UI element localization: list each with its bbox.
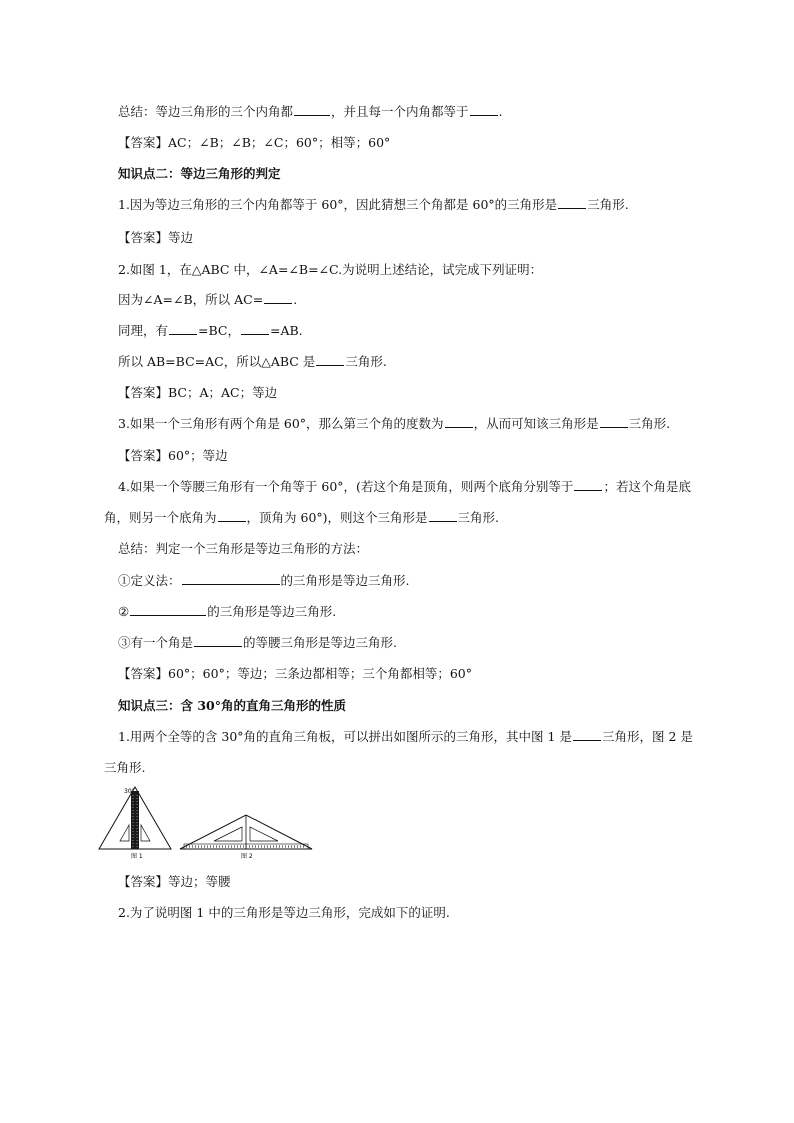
answer-6: 【答案】等边；等腰 — [118, 874, 231, 889]
question-1: 1.因为等边三角形的三个内角都等于 60°，因此猜想三个角都是 60°的三角形是 三角形. — [118, 197, 629, 212]
section-3-title: 知识点三：含 30°角的直角三角形的性质 — [118, 698, 346, 713]
answer-2: 【答案】等边 — [118, 230, 194, 245]
angle-label: 30° — [124, 788, 135, 795]
method-3: ③有一个角是 的等腰三角形是等边三角形. — [118, 635, 397, 650]
question-2-step-3: 所以 AB=BC=AC，所以△ABC 是 三角形. — [118, 354, 387, 369]
question-4-line-1: 4.如果一个等腰三角形有一个角等于 60°，(若这个角是顶角，则两个底角分别等于 ；若这个角是底 — [118, 479, 691, 494]
question-2-step-1: 因为∠A=∠B，所以 AC= . — [118, 292, 298, 307]
question-2-step-2: 同理，有 =BC， =AB. — [118, 323, 303, 338]
answer-3: 【答案】BC；A；AC；等边 — [118, 385, 278, 400]
figure-svg — [96, 785, 318, 863]
question-6: 2.为了说明图 1 中的三角形是等边三角形，完成如下的证明. — [118, 905, 450, 920]
figure-2-isosceles — [180, 815, 312, 860]
method-2: ② 的三角形是等边三角形. — [118, 604, 337, 619]
figure-1-equilateral — [99, 787, 171, 860]
method-1: ①定义法： 的三角形是等边三角形. — [118, 573, 410, 588]
answer-1: 【答案】AC；∠B；∠B；∠C；60°；相等；60° — [118, 135, 391, 150]
question-5-line-2: 三角形. — [104, 760, 146, 775]
question-3: 3.如果一个三角形有两个角是 60°，那么第三个角的度数为 ，从而可知该三角形是 三角形. — [118, 416, 671, 431]
summary-2-title: 总结：判定一个三角形是等边三角形的方法： — [118, 541, 369, 556]
question-4-line-2: 角，则另一个底角为 ，顶角为 60°)，则这个三角形是 三角形. — [104, 510, 500, 525]
question-5-line-1: 1.用两个全等的含 30°角的直角三角板，可以拼出如图所示的三角形，其中图 1 是 三角形，图 2 是 — [118, 729, 693, 744]
summary-line: 总结：等边三角形的三个内角都 ，并且每一个内角都等于 . — [118, 104, 503, 119]
question-2-intro: 2.如图 1，在△ABC 中，∠A=∠B=∠C.为说明上述结论，试完成下列证明： — [118, 262, 543, 277]
section-2-title: 知识点二：等边三角形的判定 — [118, 166, 281, 181]
answer-4: 【答案】60°；等边 — [118, 448, 228, 463]
answer-5: 【答案】60°；60°；等边；三条边都相等；三个角都相等；60° — [118, 666, 472, 681]
figure-2-caption: 图 2 — [241, 853, 253, 860]
ruler-edge — [131, 791, 139, 849]
figure-1-caption: 图 1 — [131, 853, 143, 860]
set-square-figure — [96, 785, 318, 863]
